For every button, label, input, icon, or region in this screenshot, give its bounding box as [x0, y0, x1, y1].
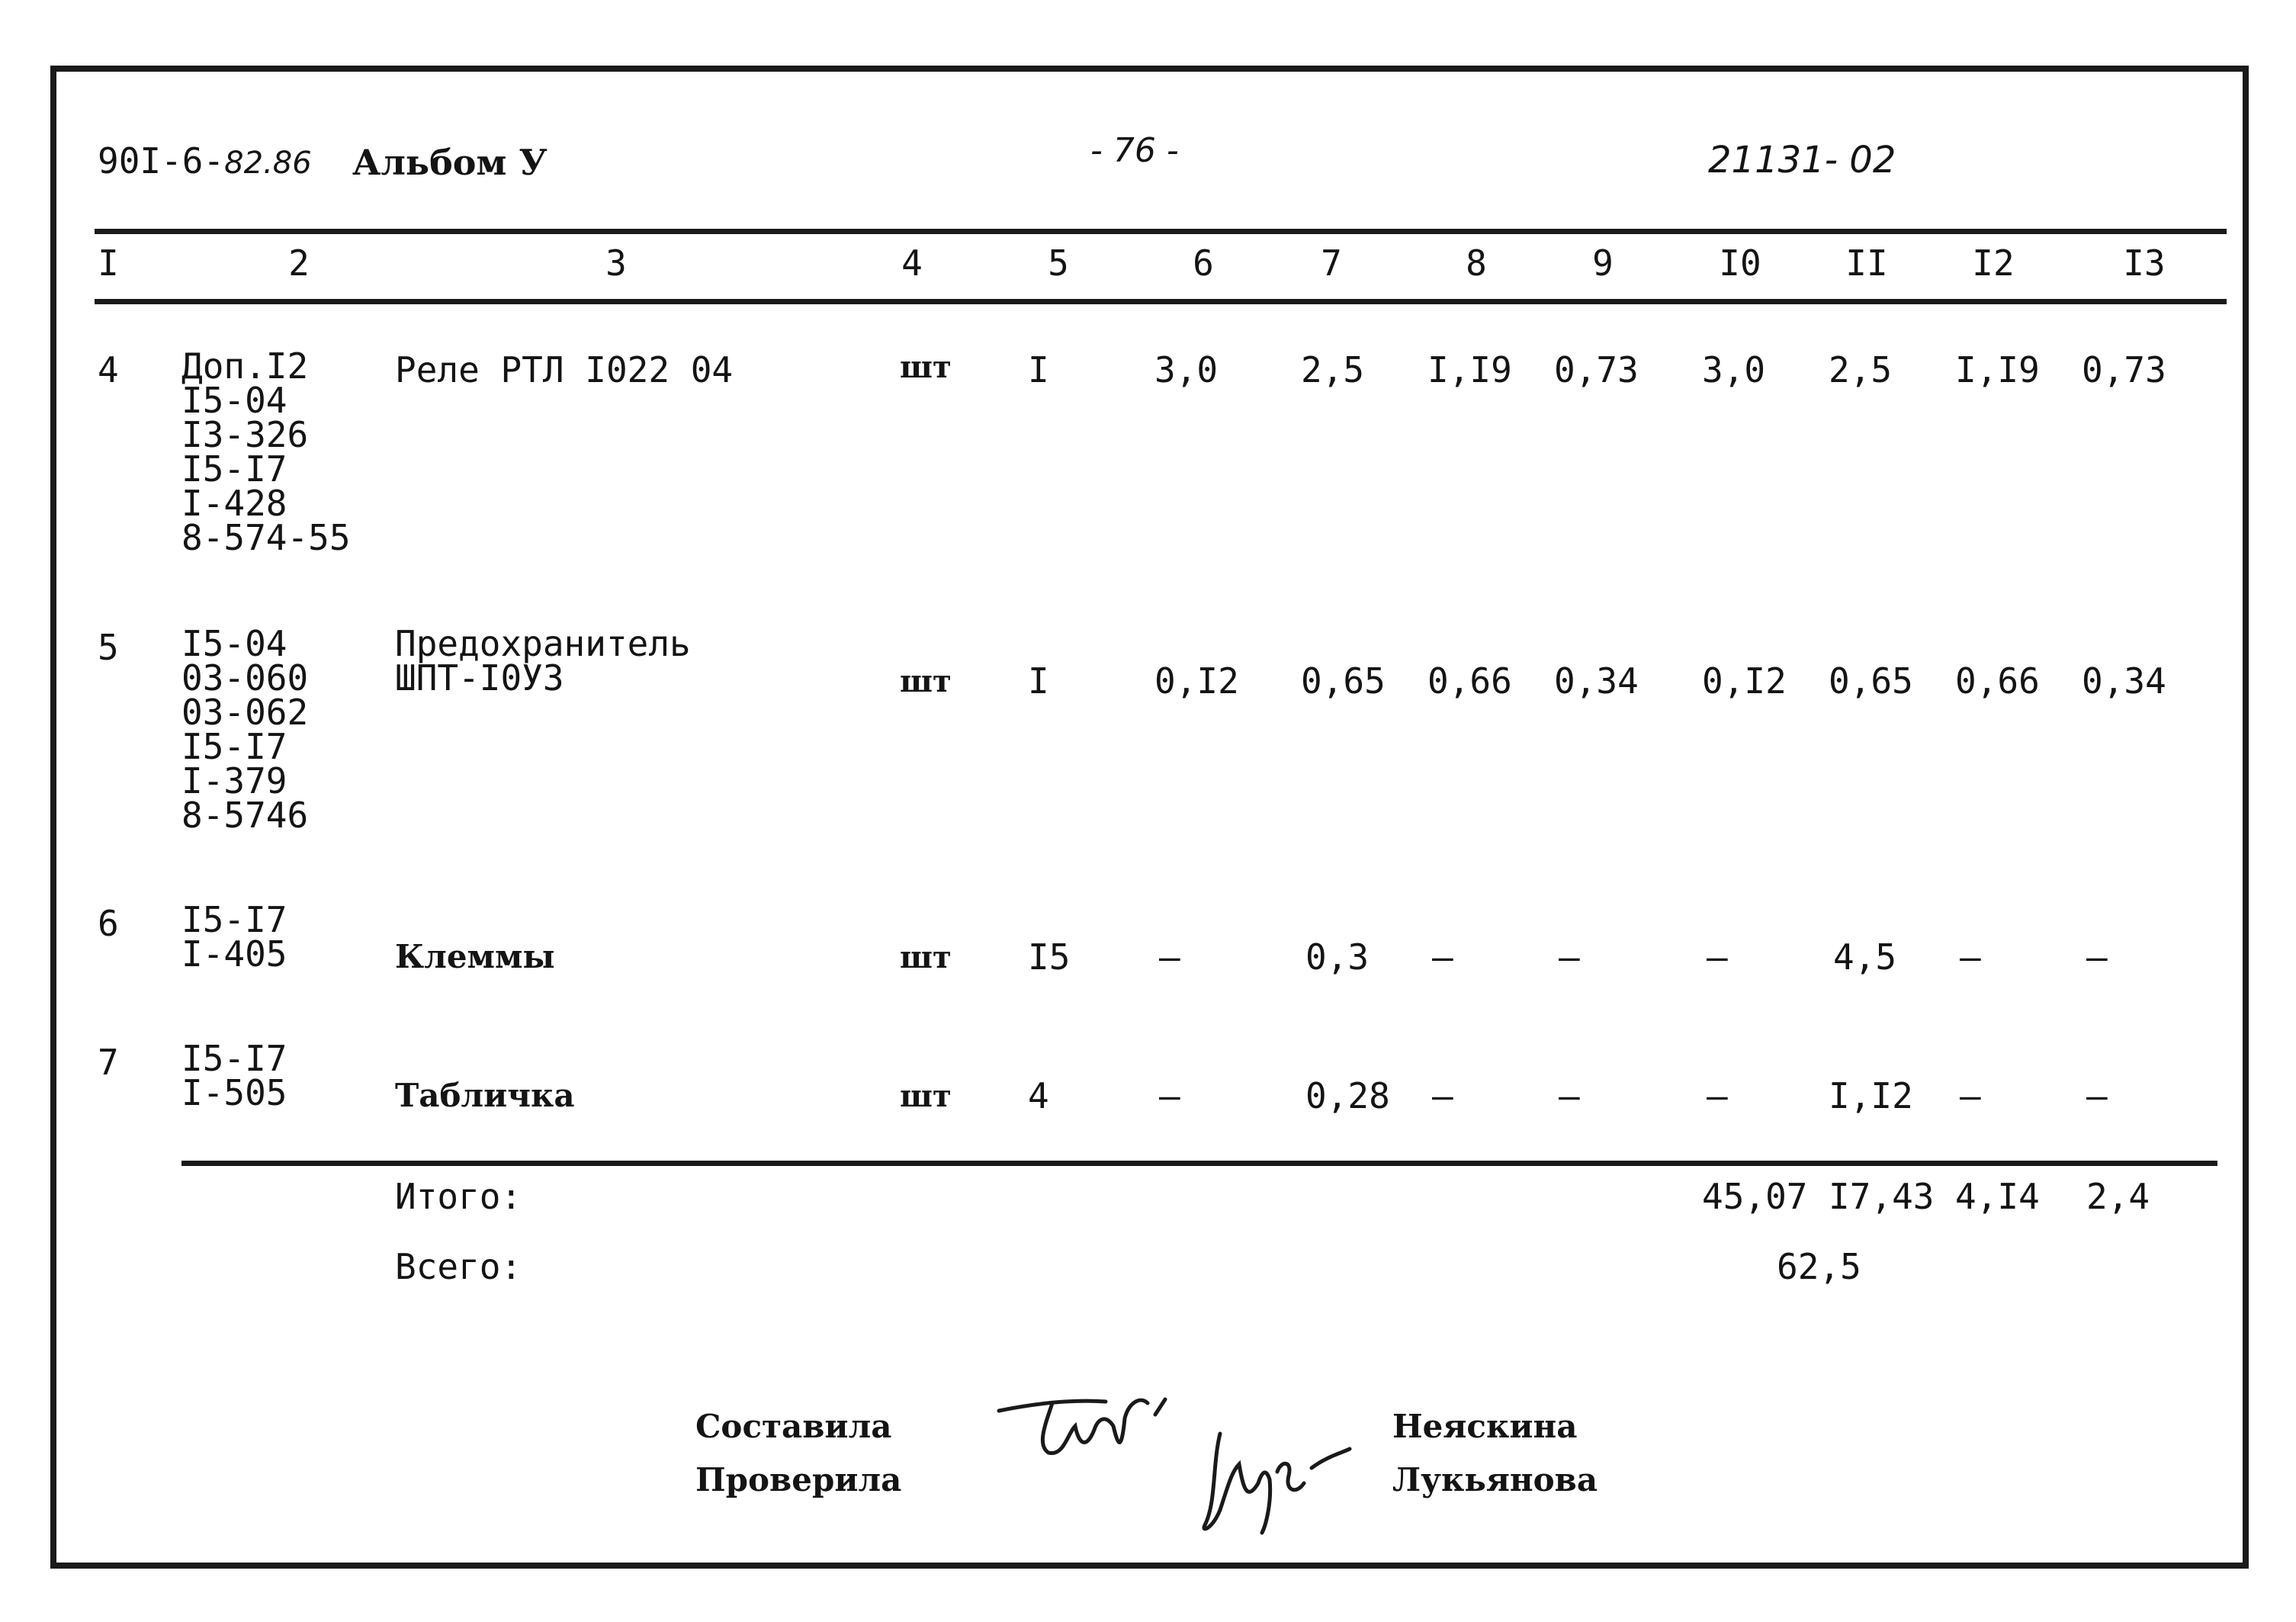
value-col8: 0,66 — [1427, 660, 1512, 702]
value-col7: 2,5 — [1301, 349, 1365, 390]
col-header-9: 9 — [1592, 242, 1614, 284]
code-line: Доп.I2 — [181, 345, 309, 387]
col-header-4: 4 — [901, 242, 923, 284]
row-codes — [181, 623, 309, 836]
unit: шт — [900, 663, 952, 699]
header-top-rule — [95, 229, 2227, 234]
signature-compiled — [991, 1373, 1174, 1479]
code-line: I5-I7 — [181, 448, 287, 490]
col-header-2: 2 — [288, 242, 310, 284]
row-codes — [181, 345, 351, 558]
value-col11: 2,5 — [1829, 349, 1893, 390]
value-col9: 0,34 — [1554, 660, 1639, 702]
vsego-label: Всего: — [395, 1246, 522, 1287]
code-line: I5-I7 — [181, 726, 287, 767]
quantity: I — [1028, 349, 1049, 390]
item-name: Реле РТЛ I022 04 — [395, 349, 734, 390]
row-number: 7 — [98, 1042, 119, 1083]
value-col6: – — [1159, 1075, 1180, 1116]
code-line: I-428 — [181, 483, 287, 524]
col-header-1: I — [98, 242, 119, 284]
quantity: 4 — [1028, 1075, 1049, 1116]
row-codes — [181, 899, 287, 975]
unit: шт — [900, 1078, 952, 1114]
itogo-col12: 4,I4 — [1955, 1176, 2040, 1217]
document-frame — [50, 66, 2249, 1569]
code-line: I-405 — [181, 933, 287, 975]
value-col6: 0,I2 — [1154, 660, 1239, 702]
value-col7: 0,65 — [1301, 660, 1386, 702]
itogo-col13: 2,4 — [2086, 1176, 2150, 1217]
album-code-prefix: 90I-6- — [98, 140, 225, 181]
quantity: I5 — [1028, 936, 1071, 978]
col-header-13: I3 — [2123, 242, 2166, 284]
row-codes — [181, 1038, 287, 1113]
value-col13: 0,73 — [2082, 349, 2166, 390]
value-col7: 0,3 — [1305, 936, 1370, 978]
col-header-11: II — [1845, 242, 1888, 284]
row-number: 5 — [98, 627, 119, 668]
unit: шт — [900, 349, 952, 385]
value-col12: – — [1960, 936, 1981, 978]
signature-checked — [1190, 1418, 1357, 1540]
value-col12: I,I9 — [1955, 349, 2040, 390]
itogo-col11: I7,43 — [1829, 1176, 1935, 1217]
value-col6: – — [1159, 936, 1180, 978]
album-code-handwritten: 82.86 — [224, 146, 312, 181]
album-code — [98, 140, 312, 181]
value-col12: – — [1960, 1075, 1981, 1116]
quantity: I — [1028, 660, 1049, 702]
col-header-6: 6 — [1193, 242, 1214, 284]
album-title: Альбом У — [352, 142, 548, 183]
value-col7: 0,28 — [1305, 1075, 1390, 1116]
col-header-5: 5 — [1048, 242, 1069, 284]
itogo-label: Итого: — [395, 1176, 522, 1217]
value-col8: I,I9 — [1427, 349, 1512, 390]
value-col10: – — [1707, 1075, 1728, 1116]
value-col8: – — [1432, 936, 1453, 978]
value-col8: – — [1432, 1075, 1453, 1116]
value-col13: – — [2086, 936, 2108, 978]
code-line: I-505 — [181, 1072, 287, 1113]
value-col9: – — [1559, 1075, 1580, 1116]
code-line: 03-060 — [181, 657, 309, 699]
code-line: I-379 — [181, 760, 287, 801]
itogo-col10: 45,07 — [1702, 1176, 1808, 1217]
code-line: I5-04 — [181, 623, 287, 664]
col-header-12: I2 — [1972, 242, 2015, 284]
code-line: I5-04 — [181, 380, 287, 421]
col-header-7: 7 — [1321, 242, 1342, 284]
value-col9: – — [1559, 936, 1580, 978]
code-line: 8-5746 — [181, 795, 309, 836]
value-col11: I,I2 — [1829, 1075, 1913, 1116]
checked-name: Лукьянова — [1392, 1461, 1598, 1498]
document-number: 21131- 02 — [1708, 139, 1896, 181]
value-col11: 4,5 — [1833, 936, 1897, 978]
totals-rule — [181, 1161, 2217, 1166]
code-line: I3-326 — [181, 414, 309, 455]
code-line: 8-574-55 — [181, 517, 351, 558]
code-line: 03-062 — [181, 692, 309, 733]
unit: шт — [900, 939, 952, 975]
value-col10: 3,0 — [1702, 349, 1766, 390]
value-col11: 0,65 — [1829, 660, 1913, 702]
code-line: I5-I7 — [181, 1038, 287, 1079]
value-col6: 3,0 — [1154, 349, 1219, 390]
item-name: Табличка — [395, 1077, 575, 1114]
value-col10: – — [1707, 936, 1728, 978]
header-bottom-rule — [95, 299, 2227, 304]
code-line: I5-I7 — [181, 899, 287, 940]
compiled-label: Составила — [695, 1408, 892, 1445]
checked-label: Проверила — [695, 1461, 902, 1498]
value-col9: 0,73 — [1554, 349, 1639, 390]
compiled-name: Неяскина — [1392, 1408, 1578, 1445]
value-col13: 0,34 — [2082, 660, 2166, 702]
row-number: 6 — [98, 903, 119, 944]
value-col12: 0,66 — [1955, 660, 2040, 702]
item-name-line: ШПТ-I0У3 — [395, 657, 564, 699]
col-header-10: I0 — [1719, 242, 1761, 284]
value-col10: 0,I2 — [1702, 660, 1787, 702]
item-name: Клеммы — [395, 938, 555, 975]
col-header-3: 3 — [605, 242, 627, 284]
item-name-line: Предохранитель — [395, 623, 691, 664]
row-number: 4 — [98, 349, 119, 390]
value-col13: – — [2086, 1075, 2108, 1116]
item-name — [395, 623, 691, 699]
page-number: - 76 - — [1090, 131, 1179, 170]
vsego-value: 62,5 — [1777, 1246, 1861, 1287]
col-header-8: 8 — [1466, 242, 1487, 284]
